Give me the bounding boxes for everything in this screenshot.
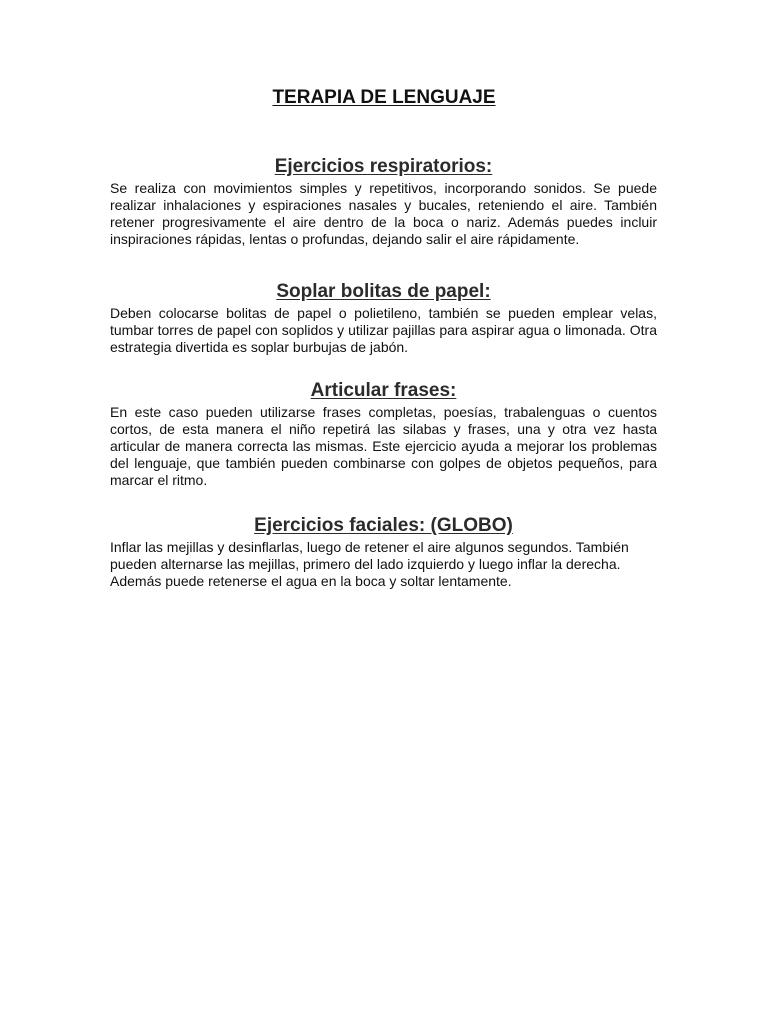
section-heading: Articular frases: bbox=[310, 380, 457, 401]
section-articulate-phrases bbox=[110, 380, 657, 489]
section-heading: Ejercicios respiratorios: bbox=[274, 156, 493, 177]
section-paragraph: Deben colocarse bolitas de papel o polietileno, también se pueden emplear velas, tumbar torres de papel con soplidos y utilizar pajillas para aspirar agua o limonada. Otra estrategia divertida es soplar burbujas de jabón. bbox=[110, 305, 657, 355]
section-heading: Ejercicios faciales: (GLOBO) bbox=[254, 515, 513, 536]
section-blow-paper-balls bbox=[110, 281, 657, 356]
section-paragraph: En este caso pueden utilizarse frases completas, poesías, trabalenguas o cuentos cortos, de esta manera el niño repetirá las silabas y frases, una y otra vez hasta articular de manera correcta las mismas. Este ejercicio ayuda a mejorar los problemas del lenguaje, que también pueden combinarse con golpes de objetos pequeños, para marcar el ritmo. bbox=[110, 404, 657, 488]
section-facial-exercises bbox=[110, 515, 657, 590]
section-paragraph: Se realiza con movimientos simples y repetitivos, incorporando sonidos. Se puede realizar inhalaciones y espiraciones nasales y bucales, reteniendo el aire. También retener progresivamente el aire dentro de la boca o nariz. Además puedes incluir inspiraciones rápidas, lentas o profundas, dejando salir el aire rápidamente. bbox=[110, 180, 657, 247]
section-heading: Soplar bolitas de papel: bbox=[276, 281, 491, 302]
section-paragraph: Inflar las mejillas y desinflarlas, luego de retener el aire algunos segundos. También pueden alternarse las mejillas, primero del lado izquierdo y luego inflar la derecha. Además puede retenerse el agua en la boca y soltar lentamente. bbox=[110, 539, 629, 589]
document-title: TERAPIA DE LENGUAJE bbox=[272, 87, 496, 108]
section-respiratory-exercises bbox=[110, 156, 657, 248]
